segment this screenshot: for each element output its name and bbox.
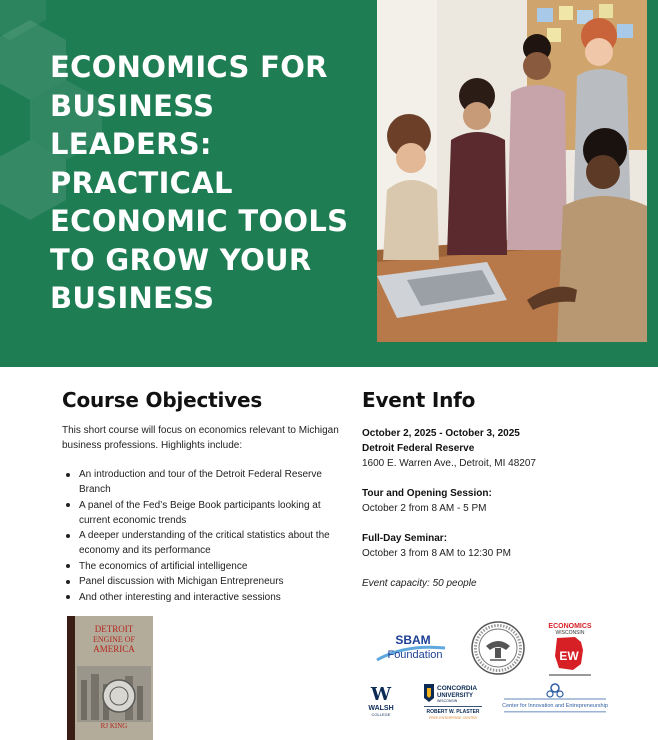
- hero-photo: [377, 0, 647, 342]
- seminar-time: October 3 from 8 AM to 12:30 PM: [362, 548, 511, 559]
- econ-wi-line2: WISCONSIN: [555, 630, 585, 636]
- cie-line1: Center for Innovation and Entrepreneurship: [502, 703, 608, 709]
- hero-title: ECONOMICS FOR BUSINESS LEADERS: PRACTICAL ECONOMIC TOOLS TO GROW YOUR BUSINESS: [50, 50, 349, 315]
- book-title-line1: DETROIT: [94, 624, 134, 634]
- book-title-line3: AMERICA: [93, 644, 135, 654]
- federal-reserve-seal-logo: [470, 620, 526, 676]
- sbam-logo-line2: Foundation: [387, 649, 443, 661]
- event-info-section: [362, 388, 632, 591]
- seminar-heading: Full-Day Seminar:: [362, 533, 448, 544]
- course-objectives-intro: This short course will focus on economics relevant to Michigan business professions. Highlights include:: [62, 425, 339, 451]
- event-info-heading: Event Info: [362, 388, 476, 412]
- walsh-name: WALSH: [368, 705, 394, 712]
- econ-wi-line1: ECONOMICS: [548, 623, 592, 630]
- tour-session-time: October 2 from 8 AM - 5 PM: [362, 503, 487, 514]
- concordia-plaster-logo: [420, 680, 486, 722]
- concordia-line3: WISCONSIN: [437, 699, 458, 703]
- course-objectives-heading: Course Objectives: [62, 388, 263, 412]
- event-capacity: Event capacity: 50 people: [362, 578, 477, 589]
- walsh-college-logo: [362, 682, 400, 718]
- list-item: The economics of artificial intelligence: [62, 559, 342, 574]
- course-objectives-list: [62, 467, 342, 605]
- event-dates: October 2, 2025 - October 3, 2025: [362, 428, 520, 439]
- detroit-engine-of-america-book-cover: [67, 616, 153, 740]
- list-item: An introduction and tour of the Detroit Federal Reserve Branch: [62, 467, 342, 497]
- center-innovation-entrepreneurship-logo: [500, 682, 610, 718]
- concordia-line2: UNIVERSITY: [437, 693, 474, 699]
- sbam-logo-line1: SBAM: [395, 633, 431, 647]
- event-venue: Detroit Federal Reserve: [362, 443, 475, 454]
- concordia-line1: CONCORDIA: [437, 685, 478, 692]
- sbam-foundation-logo: [375, 630, 447, 666]
- tour-session-heading: Tour and Opening Session:: [362, 488, 492, 499]
- list-item: Panel discussion with Michigan Entrepreneurs: [62, 574, 342, 589]
- walsh-sub: COLLEGE: [371, 712, 391, 717]
- book-title-line2: ENGINE OF: [93, 635, 135, 644]
- course-objectives-section: [62, 388, 342, 605]
- plaster-line1: ROBERT W. PLASTER: [426, 709, 480, 715]
- hero-photo-illustration: [377, 0, 647, 342]
- list-item: A panel of the Fed’s Beige Book participants looking at current economic trends: [62, 498, 342, 528]
- econ-wi-mark: EW: [559, 649, 579, 663]
- economics-wisconsin-logo: [545, 620, 595, 680]
- event-address: 1600 E. Warren Ave., Detroit, MI 48207: [362, 458, 536, 469]
- plaster-line2: FREE ENTERPRISE CENTER: [428, 716, 478, 720]
- hero-banner: [0, 0, 658, 367]
- book-author: RJ KING: [100, 722, 128, 730]
- list-item: And other interesting and interactive sessions: [62, 590, 342, 605]
- walsh-mark: W: [370, 684, 392, 705]
- list-item: A deeper understanding of the critical statistics about the economy and its performance: [62, 528, 342, 558]
